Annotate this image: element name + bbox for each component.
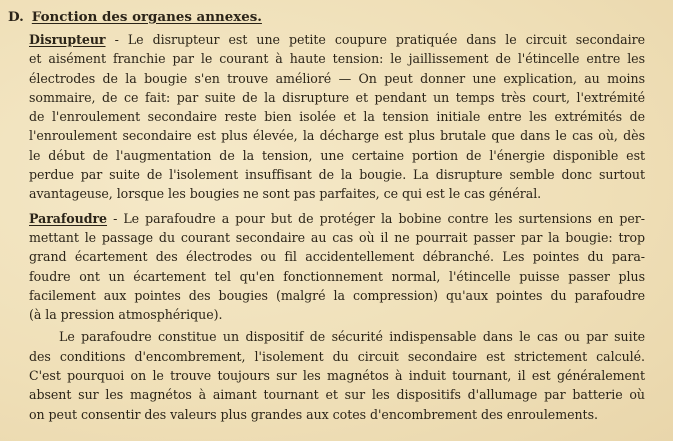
text-line: le début de l'augmentation de la tension, une certaine portion de l'énergie disponible est (29, 147, 645, 163)
text-line: perdue par suite de l'isolement insuffisant de la bougie. La disrupture semble donc surtout (29, 167, 645, 183)
text-line (29, 327, 645, 346)
text-line (29, 209, 645, 228)
text-line: des conditions d'encombrement, l'isolement du circuit secondaire est strictement calculé. (29, 348, 645, 364)
paragraph-disrupteur (8, 30, 645, 204)
text-line: électrodes de la bougie s'en trouve amélioré — On peut donner une explication, au moins (29, 70, 645, 86)
paragraph-parafoudre-usage (8, 327, 645, 423)
paragraph-parafoudre (8, 209, 645, 325)
text-line: on peut consentir des valeurs plus grandes aux cotes d'encombrement des enroulements. (29, 406, 598, 422)
text-line: (à la pression atmosphérique). (29, 307, 223, 323)
text-line: de l'enroulement secondaire reste bien isolée et la tension initiale entre les extrémités de (29, 109, 645, 125)
text-line: l'enroulement secondaire est plus élevée, la décharge est plus brutale que dans le cas où, dès (29, 128, 645, 144)
text-line: absent sur les magnétos à aimant tournant et sur les dispositifs d'allumage par batterie où (29, 387, 645, 403)
text-line-content: - Le parafoudre a pour but de protéger la bobine contre les surtensions en per- (107, 210, 645, 226)
text-line-content: - Le disrupteur est une petite coupure pratiquée dans le circuit secondaire (105, 32, 645, 47)
text-line (29, 30, 645, 49)
text-line: mettant le passage du courant secondaire au cas où il ne pourrait passer par la bougie: trop (29, 229, 645, 245)
section-title: Fonction des organes annexes. (31, 9, 262, 25)
term-parafoudre: Parafoudre (29, 210, 108, 226)
text-line: C'est pourquoi on le trouve toujours sur les magnétos à induit tournant, il est généralement (29, 368, 645, 384)
text-line: foudre ont un écartement tel qu'en fonctionnement normal, l'étincelle puisse passer plus (29, 268, 645, 284)
text-line-content: Le parafoudre constitue un dispositif de sécurité indispensable dans le cas ou par suite (59, 329, 645, 345)
section-heading (8, 8, 645, 26)
text-line: et aisément franchie par le courant à haute tension: le jaillissement de l'étincelle entre les (29, 51, 645, 67)
text-line: grand écartement des électrodes ou fil accidentellement débranché. Les pointes du para- (29, 249, 645, 265)
text-line: avantageuse, lorsque les bougies ne sont pas parfaites, ce qui est le cas général. (29, 186, 542, 202)
section-letter: D. (8, 9, 24, 25)
text-line: sommaire, de ce fait: par suite de la disrupture et pendant un temps très court, l'extrémité (29, 89, 645, 105)
term-disrupteur: Disrupteur (29, 32, 106, 47)
text-line: facilement aux pointes des bougies (malgré la compression) qu'aux pointes du parafoudre (29, 287, 645, 303)
